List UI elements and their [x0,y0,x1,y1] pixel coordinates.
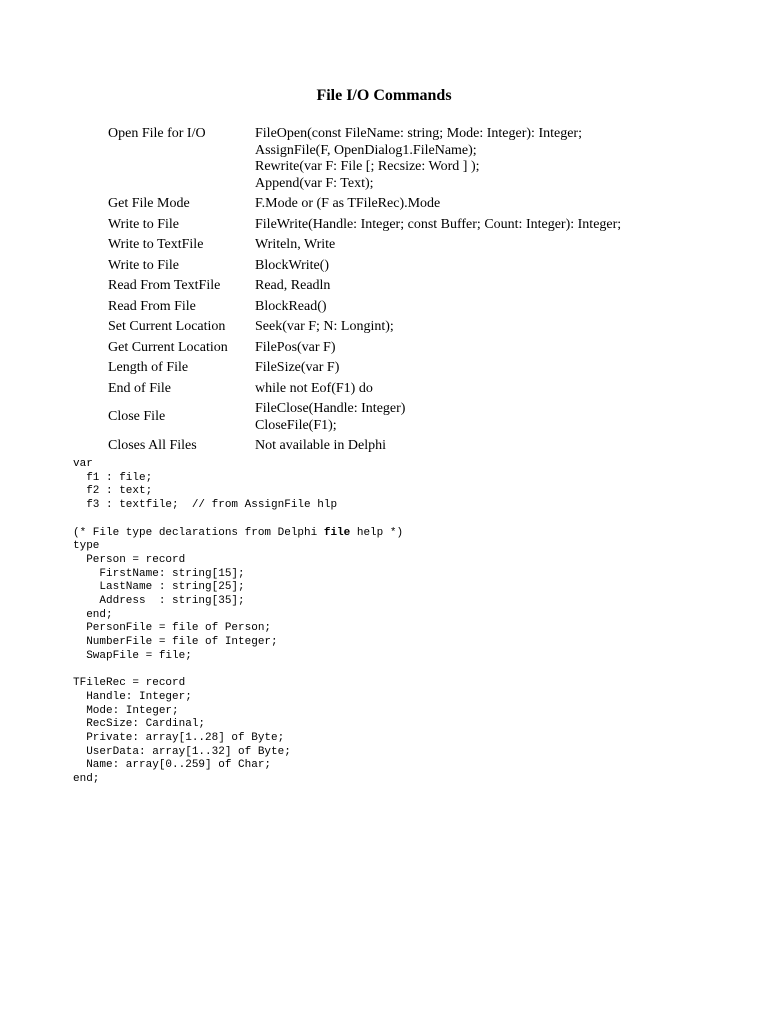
command-syntax-line: while not Eof(F1) do [255,380,373,396]
command-syntax-line: FileClose(Handle: Integer) [255,401,406,416]
command-row [102,256,627,277]
command-task: Write to TextFile [108,237,204,252]
command-syntax [249,124,627,194]
command-row [102,358,627,379]
command-syntax [249,194,627,215]
command-syntax-line: Rewrite(var F: File [; Recsize: Word ] ); [255,159,480,174]
command-syntax-line: Append(var F: Text); [255,175,374,191]
code-line: Private: array[1..28] of Byte; [73,732,285,745]
command-task: Read From File [108,298,196,314]
code-listing [73,458,403,787]
command-syntax [249,276,627,297]
command-task: Write to File [108,216,179,232]
command-task: Read From TextFile [108,278,221,293]
command-row [102,194,627,215]
command-row [102,338,627,359]
command-syntax-line: FileWrite(Handle: Integer; const Buffer; Count: Integer): Integer; [255,216,622,232]
command-row [102,399,627,436]
code-line: f1 : file; [73,471,153,484]
command-row [102,379,627,400]
code-line: TFileRec = record [73,677,186,690]
command-task: Write to File [108,257,179,273]
code-blank-line [73,664,403,678]
code-line: UserData: array[1..32] of Byte; [73,745,291,758]
command-syntax-line: F.Mode or (F as TFileRec).Mode [255,196,441,211]
command-syntax-line: FileOpen(const FileName: string; Mode: Integer): Integer; [255,126,582,141]
command-task: End of File [108,380,171,396]
command-syntax-line: Writeln, Write [255,237,336,252]
command-syntax-line: Not available in Delphi [255,438,387,453]
command-syntax-line: FilePos(var F) [255,339,336,355]
command-syntax [249,297,627,318]
command-syntax-line: Read, Readln [255,278,331,293]
command-task: Closes All Files [108,438,197,453]
command-syntax [249,235,627,256]
code-line: RecSize: Cardinal; [73,718,206,731]
command-task: Set Current Location [108,319,226,334]
command-row [102,276,627,297]
command-syntax-line: BlockRead() [255,298,327,314]
code-line: Person = record [73,553,186,566]
command-row [102,235,627,256]
commands-table [102,124,627,457]
command-task: Open File for I/O [108,126,206,141]
command-task: Length of File [108,360,189,375]
command-task: Get File Mode [108,196,190,211]
command-syntax [249,358,627,379]
command-task: Close File [108,409,166,425]
command-syntax [249,379,627,400]
command-syntax-line: BlockWrite() [255,257,330,273]
code-line: f3 : textfile; // from AssignFile hlp [73,499,338,512]
commands-table-body [102,124,627,457]
command-syntax [249,317,627,338]
command-row [102,297,627,318]
command-syntax-line: CloseFile(F1); [255,417,337,433]
code-line: LastName : string[25]; [73,581,245,594]
code-line: PersonFile = file of Person; [73,622,272,635]
code-line: var [73,458,93,470]
comment-keyword-file: file [323,526,351,539]
code-line: type [73,540,100,553]
comment-text-after: help *) [350,526,404,539]
command-task: Get Current Location [108,339,228,355]
code-line: end; [73,773,100,786]
command-syntax-line: Seek(var F; N: Longint); [255,319,394,334]
code-line: SwapFile = file; [73,649,192,662]
command-row [102,124,627,194]
code-line: Handle: Integer; [73,690,192,703]
command-row [102,436,627,457]
command-syntax [249,399,627,436]
command-row [102,215,627,236]
command-syntax [249,338,627,359]
code-comment-line [73,527,403,541]
command-syntax [249,436,627,457]
code-blank-line [73,513,403,527]
code-line: NumberFile = file of Integer; [73,636,278,649]
page-title: File I/O Commands [316,87,452,104]
command-syntax-line: AssignFile(F, OpenDialog1.FileName); [255,142,477,158]
command-row [102,317,627,338]
code-line: FirstName: string[15]; [73,567,245,580]
command-syntax-line: FileSize(var F) [255,360,340,375]
command-syntax [249,256,627,277]
comment-text-before: (* File type declarations from Delphi [73,526,324,539]
code-line: Name: array[0..259] of Char; [73,759,272,772]
code-line: Address : string[35]; [73,595,245,608]
code-line: f2 : text; [73,485,153,498]
code-line: Mode: Integer; [73,704,179,717]
command-syntax [249,215,627,236]
code-line: end; [73,608,113,621]
